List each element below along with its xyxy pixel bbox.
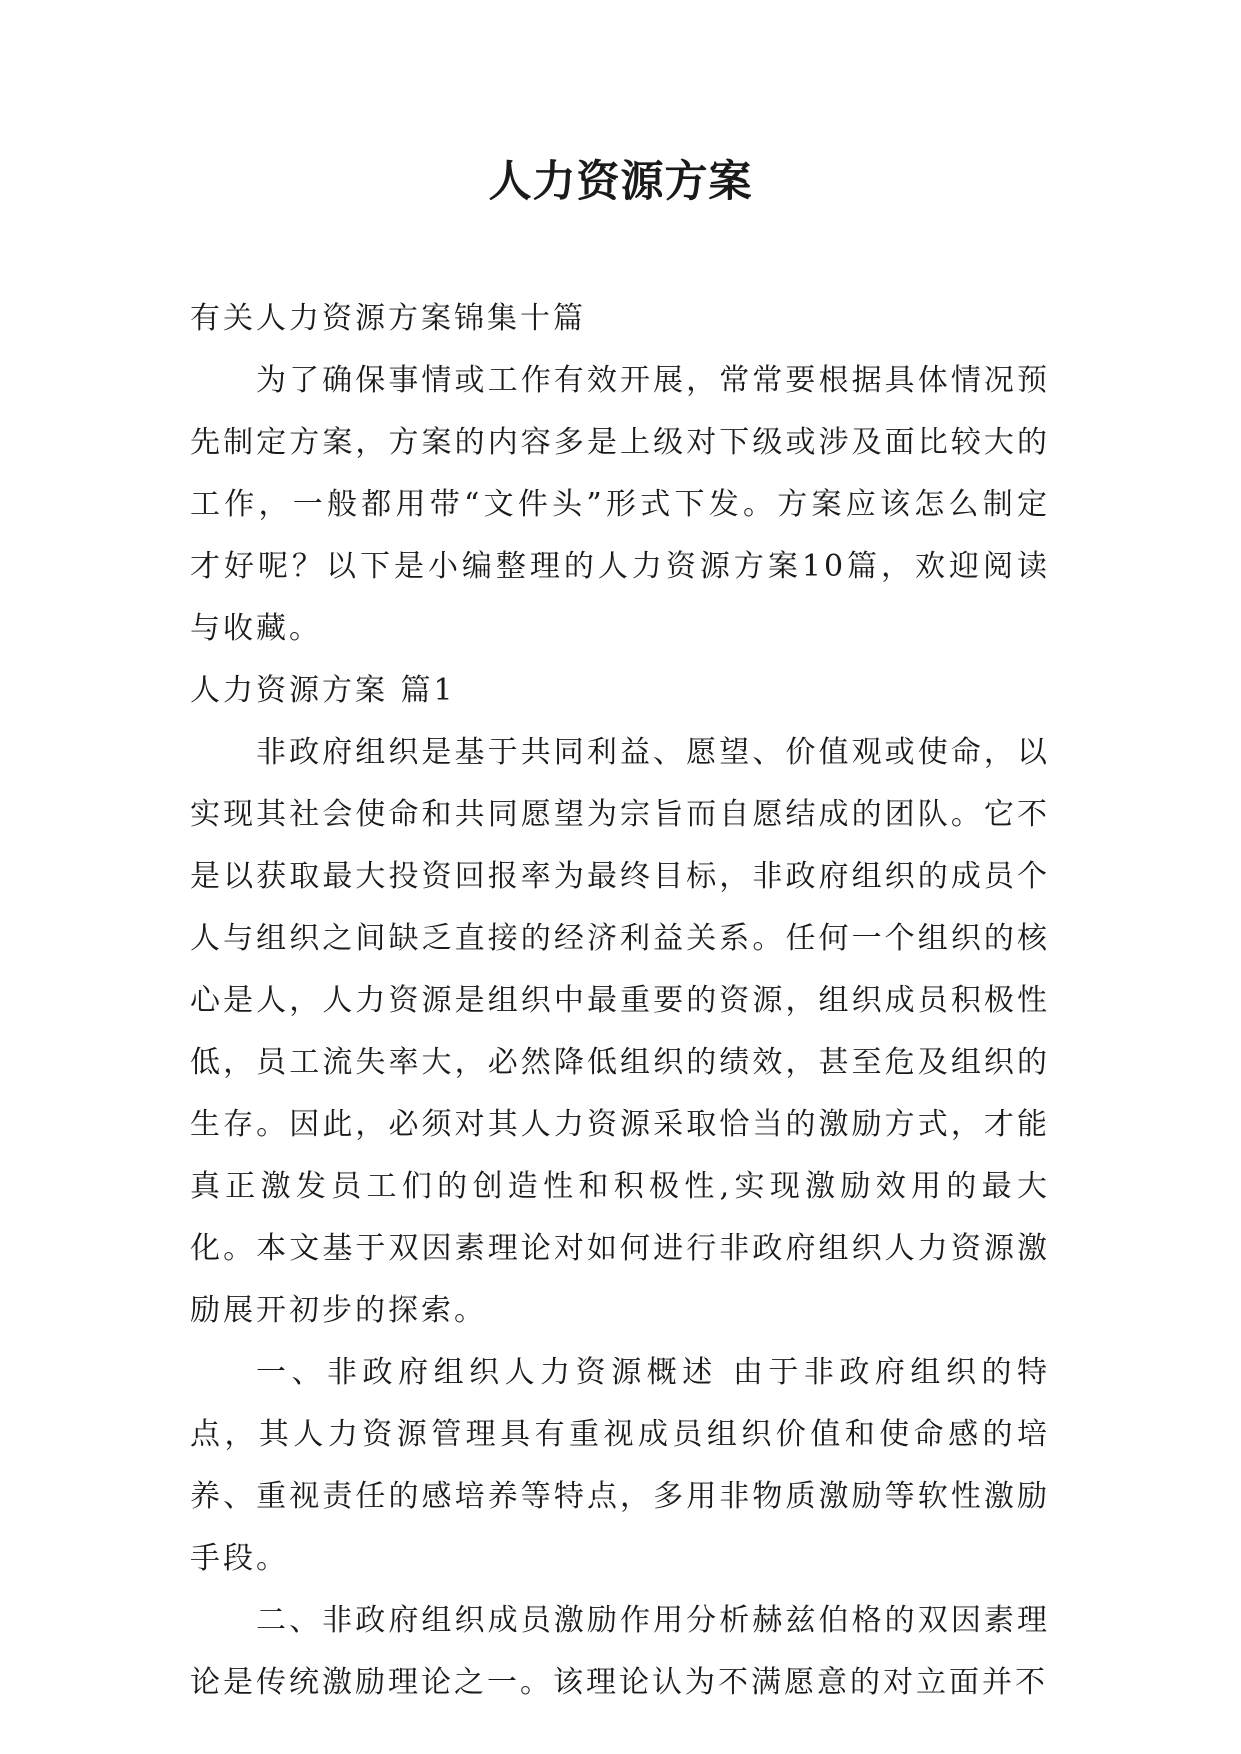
document-body <box>190 288 1050 1714</box>
body-paragraph: 二、非政府组织成员激励作用分析赫兹伯格的双因素理论是传统激励理论之一。该理论认为不满愿意的对立面并不 <box>190 1603 1050 1700</box>
section-heading: 人力资源方案 篇1 <box>190 673 456 708</box>
body-paragraph: 非政府组织是基于共同利益、愿望、价值观或使命，以实现其社会使命和共同愿望为宗旨而自愿结成的团队。它不是以获取最大投资回报率为最终目标，非政府组织的成员个人与组织之间缺乏直接的经济利益关系。任何一个组织的核心是人，人力资源是组织中最重要的资源，组织成员积极性低，员工流失率大，必然降低组织的绩效，甚至危及组织的生存。因此，必须对其人力资源采取恰当的激励方式，才能真正激发员工们的创造性和积极性,实现激励效用的最大化。本文基于双因素理论对如何进行非政府组织人力资源激励展开初步的探索。 <box>190 735 1050 1328</box>
document-subtitle: 有关人力资源方案锦集十篇 <box>190 301 586 336</box>
document-title: 人力资源方案 <box>488 157 753 207</box>
body-paragraph: 一、非政府组织人力资源概述 由于非政府组织的特点，其人力资源管理具有重视成员组织价值和使命感的培养、重视责任的感培养等特点，多用非物质激励等软性激励手段。 <box>190 1355 1050 1576</box>
intro-paragraph: 为了确保事情或工作有效开展，常常要根据具体情况预先制定方案，方案的内容多是上级对下级或涉及面比较大的工作，一般都用带“文件头”形式下发。方案应该怎么制定才好呢？以下是小编整理的人力资源方案10篇，欢迎阅读与收藏。 <box>190 363 1050 646</box>
